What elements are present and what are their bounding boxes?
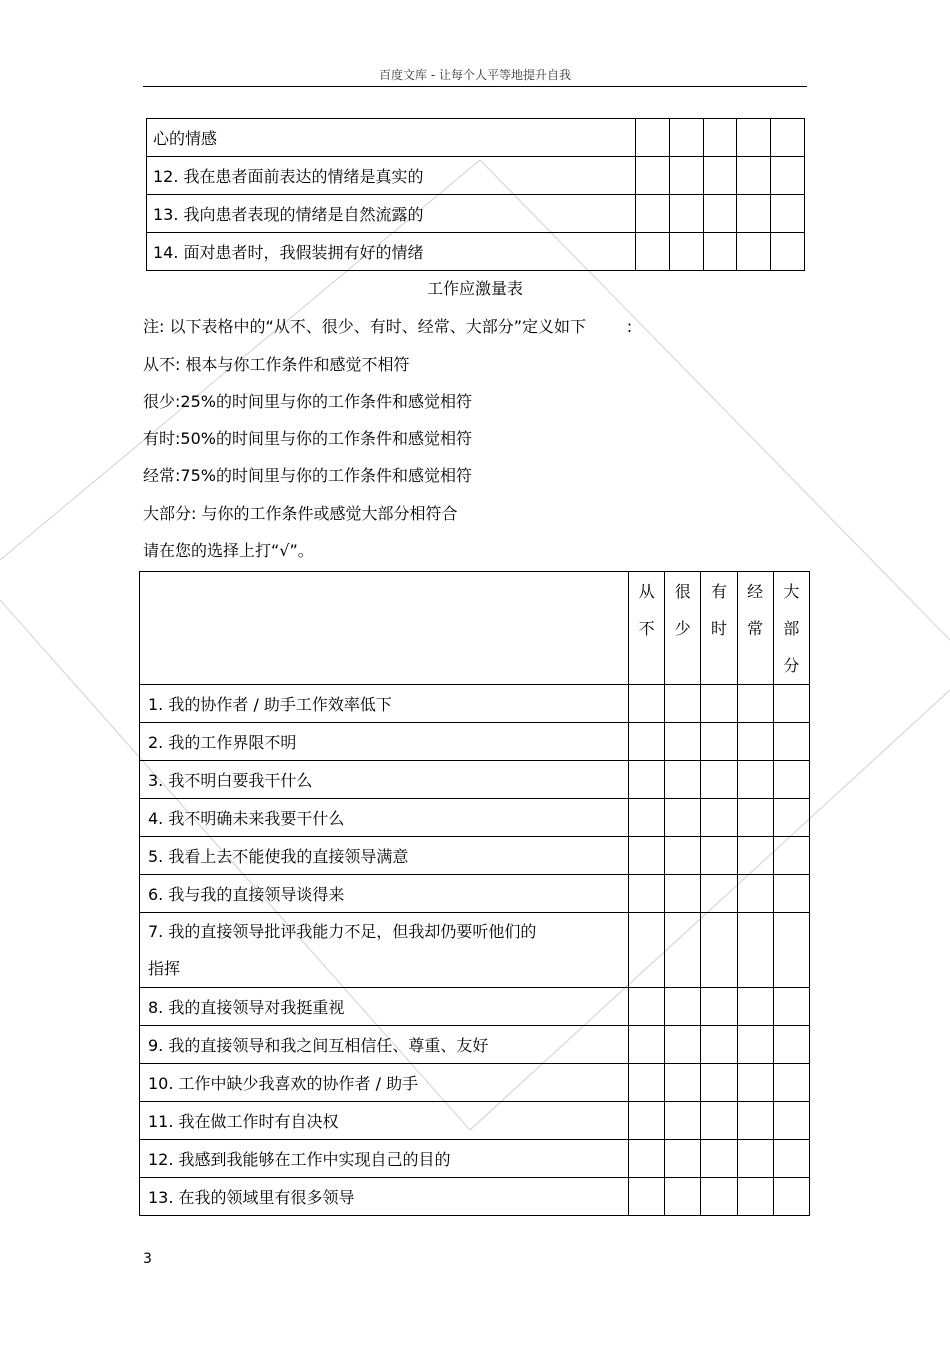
item-text: 7. 我的直接领导批评我能力不足，但我却仍要听他们的 指挥	[140, 913, 629, 988]
note-never: 从不: 根本与你工作条件和感觉不相符	[143, 355, 410, 374]
column-header: 大 部 分	[773, 572, 809, 685]
item-text: 5. 我看上去不能使我的直接领导满意	[140, 837, 629, 875]
table-row	[147, 119, 805, 157]
table-row	[147, 157, 805, 195]
answer-cell[interactable]	[701, 723, 737, 761]
answer-cell[interactable]	[737, 761, 773, 799]
answer-cell[interactable]	[737, 157, 771, 195]
item-text: 11. 我在做工作时有自决权	[140, 1102, 629, 1140]
item-text: 心的情感	[147, 119, 636, 157]
answer-cell[interactable]	[773, 837, 809, 875]
answer-cell[interactable]	[665, 761, 701, 799]
item-text: 6. 我与我的直接领导谈得来	[140, 875, 629, 913]
header-blank-cell	[140, 572, 629, 685]
answer-cell[interactable]	[737, 195, 771, 233]
answer-cell[interactable]	[629, 875, 665, 913]
answer-cell[interactable]	[737, 685, 773, 723]
table-row	[140, 1178, 810, 1216]
scale-title: 工作应激量表	[426, 279, 523, 298]
note-sometimes: 有时:50%的时间里与你的工作条件和感觉相符	[143, 429, 472, 448]
work-stress-table	[139, 571, 810, 1216]
answer-cell[interactable]	[701, 1026, 737, 1064]
answer-cell[interactable]	[773, 988, 809, 1026]
answer-cell[interactable]	[665, 1178, 701, 1216]
answer-cell[interactable]	[629, 1064, 665, 1102]
answer-cell[interactable]	[636, 195, 670, 233]
answer-cell[interactable]	[737, 837, 773, 875]
table-row	[140, 1102, 810, 1140]
answer-cell[interactable]	[771, 195, 805, 233]
column-header: 有 时	[701, 572, 737, 685]
note-rarely: 很少:25%的时间里与你的工作条件和感觉相符	[143, 392, 472, 411]
answer-cell[interactable]	[636, 233, 670, 271]
answer-cell[interactable]	[737, 1102, 773, 1140]
answer-cell[interactable]	[701, 761, 737, 799]
table-row	[140, 799, 810, 837]
answer-cell[interactable]	[701, 1178, 737, 1216]
answer-cell[interactable]	[773, 1102, 809, 1140]
answer-cell[interactable]	[773, 799, 809, 837]
item-text: 10. 工作中缺少我喜欢的协作者 / 助手	[140, 1064, 629, 1102]
answer-cell[interactable]	[737, 723, 773, 761]
item-text: 13. 我向患者表现的情绪是自然流露的	[147, 195, 636, 233]
answer-cell[interactable]	[773, 875, 809, 913]
answer-cell[interactable]	[629, 723, 665, 761]
answer-cell[interactable]	[669, 119, 703, 157]
answer-cell[interactable]	[636, 157, 670, 195]
answer-cell[interactable]	[665, 723, 701, 761]
answer-cell[interactable]	[701, 988, 737, 1026]
answer-cell[interactable]	[737, 1178, 773, 1216]
table-row	[140, 1064, 810, 1102]
answer-cell[interactable]	[701, 913, 737, 988]
answer-cell[interactable]	[701, 799, 737, 837]
answer-cell[interactable]	[773, 1140, 809, 1178]
answer-cell[interactable]	[665, 913, 701, 988]
answer-cell[interactable]	[665, 1140, 701, 1178]
answer-cell[interactable]	[629, 1026, 665, 1064]
answer-cell[interactable]	[737, 799, 773, 837]
item-text: 12. 我感到我能够在工作中实现自己的目的	[140, 1140, 629, 1178]
answer-cell[interactable]	[629, 799, 665, 837]
answer-cell[interactable]	[703, 119, 737, 157]
answer-cell[interactable]	[737, 875, 773, 913]
answer-cell[interactable]	[737, 1026, 773, 1064]
table-row	[147, 233, 805, 271]
item-text: 14. 面对患者时，我假装拥有好的情绪	[147, 233, 636, 271]
item-text: 4. 我不明确未来我要干什么	[140, 799, 629, 837]
answer-cell[interactable]	[665, 1102, 701, 1140]
item-text: 13. 在我的领域里有很多领导	[140, 1178, 629, 1216]
answer-cell[interactable]	[737, 1064, 773, 1102]
answer-cell[interactable]	[669, 157, 703, 195]
answer-cell[interactable]	[703, 157, 737, 195]
answer-cell[interactable]	[665, 988, 701, 1026]
answer-cell[interactable]	[701, 1064, 737, 1102]
answer-cell[interactable]	[665, 685, 701, 723]
note-often: 经常:75%的时间里与你的工作条件和感觉相符	[143, 466, 472, 485]
answer-cell[interactable]	[629, 1140, 665, 1178]
answer-cell[interactable]	[773, 723, 809, 761]
item-text: 1. 我的协作者 / 助手工作效率低下	[140, 685, 629, 723]
answer-cell[interactable]	[629, 761, 665, 799]
note-instruction: 请在您的选择上打“√”。	[143, 541, 314, 560]
answer-cell[interactable]	[701, 875, 737, 913]
answer-cell[interactable]	[773, 1064, 809, 1102]
answer-cell[interactable]	[773, 1026, 809, 1064]
note-definition: 注: 以下表格中的“从不、很少、有时、经常、大部分”定义如下 :	[143, 317, 633, 336]
page-header: 百度文库 - 让每个人平等地提升自我	[143, 66, 807, 87]
column-header: 从 不	[629, 572, 665, 685]
answer-cell[interactable]	[737, 988, 773, 1026]
answer-cell[interactable]	[703, 233, 737, 271]
note-mostly: 大部分: 与你的工作条件或感觉大部分相符合	[143, 504, 458, 523]
answer-cell[interactable]	[737, 913, 773, 988]
item-text: 9. 我的直接领导和我之间互相信任、尊重、友好	[140, 1026, 629, 1064]
table-row	[147, 195, 805, 233]
answer-cell[interactable]	[773, 913, 809, 988]
answer-cell[interactable]	[629, 837, 665, 875]
table-row	[140, 1140, 810, 1178]
answer-cell[interactable]	[629, 913, 665, 988]
answer-cell[interactable]	[773, 1178, 809, 1216]
answer-cell[interactable]	[773, 761, 809, 799]
answer-cell[interactable]	[665, 1026, 701, 1064]
table-row	[140, 761, 810, 799]
answer-cell[interactable]	[737, 119, 771, 157]
answer-cell[interactable]	[669, 233, 703, 271]
item-text: 12. 我在患者面前表达的情绪是真实的	[147, 157, 636, 195]
answer-cell[interactable]	[771, 119, 805, 157]
answer-cell[interactable]	[629, 685, 665, 723]
table-row	[140, 913, 810, 988]
emotion-table-continued	[146, 118, 805, 271]
column-header: 很 少	[665, 572, 701, 685]
answer-cell[interactable]	[665, 1064, 701, 1102]
column-header: 经 常	[737, 572, 773, 685]
answer-cell[interactable]	[636, 119, 670, 157]
answer-cell[interactable]	[629, 1178, 665, 1216]
page-number: 3	[143, 1251, 152, 1267]
answer-cell[interactable]	[701, 1102, 737, 1140]
table-row	[140, 723, 810, 761]
table-row	[140, 1026, 810, 1064]
item-text: 8. 我的直接领导对我挺重视	[140, 988, 629, 1026]
table-row	[140, 875, 810, 913]
answer-cell[interactable]	[771, 233, 805, 271]
answer-cell[interactable]	[773, 685, 809, 723]
answer-cell[interactable]	[701, 685, 737, 723]
answer-cell[interactable]	[669, 195, 703, 233]
item-text: 2. 我的工作界限不明	[140, 723, 629, 761]
table-row	[140, 988, 810, 1026]
answer-cell[interactable]	[665, 799, 701, 837]
answer-cell[interactable]	[701, 1140, 737, 1178]
answer-cell[interactable]	[629, 1102, 665, 1140]
table-row	[140, 837, 810, 875]
answer-cell[interactable]	[771, 157, 805, 195]
header-row	[140, 572, 810, 685]
answer-cell[interactable]	[737, 1140, 773, 1178]
answer-cell[interactable]	[703, 195, 737, 233]
answer-cell[interactable]	[701, 837, 737, 875]
answer-cell[interactable]	[629, 988, 665, 1026]
answer-cell[interactable]	[737, 233, 771, 271]
answer-cell[interactable]	[665, 837, 701, 875]
table-row	[140, 685, 810, 723]
item-text: 3. 我不明白要我干什么	[140, 761, 629, 799]
answer-cell[interactable]	[665, 875, 701, 913]
